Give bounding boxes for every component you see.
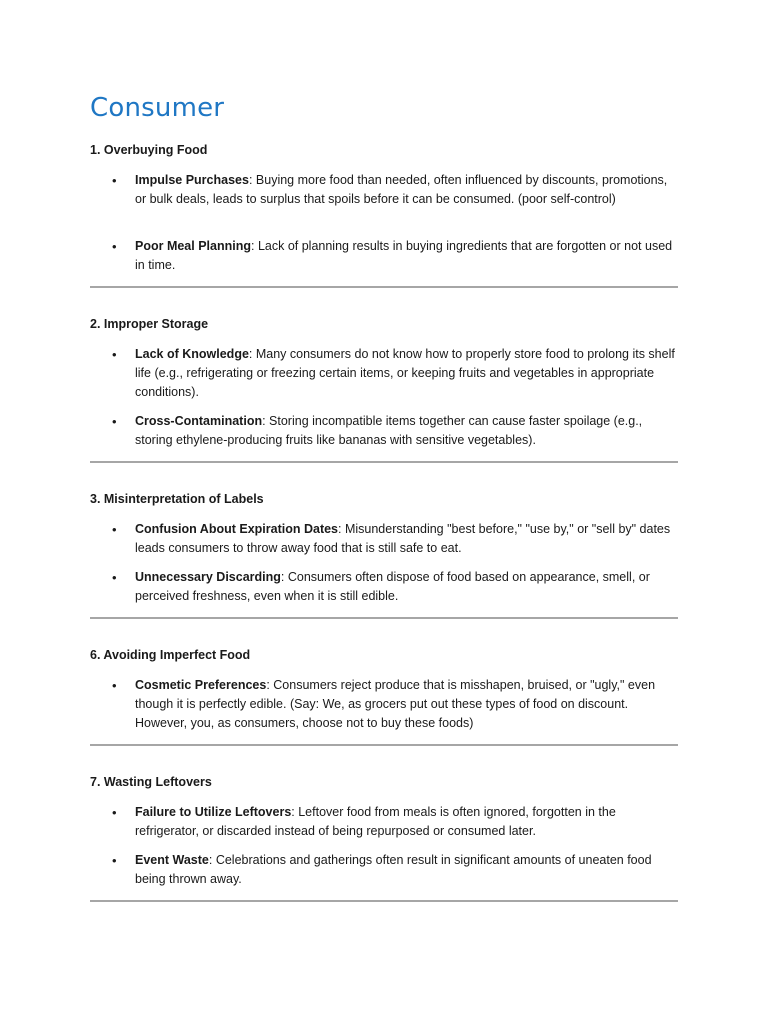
section-heading: 6. Avoiding Imperfect Food — [90, 648, 251, 662]
list-item — [90, 568, 678, 606]
section-overbuying-food — [90, 142, 678, 288]
list-item-term: Confusion About Expiration Dates — [135, 522, 339, 536]
bullet-list — [90, 171, 678, 275]
list-item-term: Cross-Contamination — [135, 414, 263, 428]
document-body — [90, 92, 678, 902]
section-heading: 2. Improper Storage — [90, 317, 209, 331]
list-item — [90, 803, 678, 841]
list-item — [90, 237, 678, 275]
list-item-text: : Leftover food from meals is often ignored, forgotten in the refrigerator, or discarded instead of being repurposed or consumed later. — [135, 805, 616, 838]
section-divider — [90, 900, 678, 902]
list-item — [90, 520, 678, 558]
list-item-term: Failure to Utilize Leftovers — [135, 805, 292, 819]
section-improper-storage — [90, 316, 678, 463]
bullet-list — [90, 520, 678, 606]
list-item-text: : Many consumers do not know how to properly store food to prolong its shelf life (e.g., refrigerating or freezing certain items, or keeping fruits and vegetables in appropriate conditions). — [135, 347, 675, 399]
list-item-text: : Buying more food than needed, often influenced by discounts, promotions, or bulk deals, leads to surplus that spoils before it can be consumed. (poor self-control) — [135, 173, 668, 206]
list-item-term: Poor Meal Planning — [135, 239, 251, 253]
list-item-term: Unnecessary Discarding — [135, 570, 281, 584]
section-heading: 7. Wasting Leftovers — [90, 775, 212, 789]
list-item-text: : Consumers reject produce that is misshapen, bruised, or "ugly," even though it is perfectly edible. (Say: We, as grocers put out these types of food on discount. However, you, as consumers, choose not to buy these foods) — [135, 678, 656, 730]
list-item-text: : Storing incompatible items together can cause faster spoilage (e.g., storing ethylene-producing fruits like bananas with sensitive vegetables). — [135, 414, 643, 447]
list-item-text: : Celebrations and gatherings often result in significant amounts of uneaten food being thrown away. — [135, 853, 652, 886]
bullet-list — [90, 676, 678, 733]
list-item-text: : Misunderstanding "best before," "use by," or "sell by" dates leads consumers to throw away food that is still safe to eat. — [135, 522, 671, 555]
list-item — [90, 676, 678, 733]
bullet-list — [90, 345, 678, 450]
section-heading: 3. Misinterpretation of Labels — [90, 492, 264, 506]
list-item — [90, 171, 678, 209]
list-item-term: Event Waste — [135, 853, 209, 867]
list-item-term: Impulse Purchases — [135, 173, 249, 187]
bullet-list — [90, 803, 678, 889]
document-title: Consumer — [90, 93, 225, 123]
section-wasting-leftovers — [90, 774, 678, 902]
list-item — [90, 412, 678, 450]
list-item — [90, 345, 678, 402]
list-item-term: Cosmetic Preferences — [135, 678, 267, 692]
list-item-term: Lack of Knowledge — [135, 347, 249, 361]
section-misinterpretation-of-labels — [90, 491, 678, 619]
section-heading: 1. Overbuying Food — [90, 143, 208, 157]
list-item-text: : Lack of planning results in buying ingredients that are forgotten or not used in time. — [135, 239, 673, 272]
section-avoiding-imperfect-food — [90, 647, 678, 746]
list-item — [90, 851, 678, 889]
list-item-text: : Consumers often dispose of food based on appearance, smell, or perceived freshness, even when it is still edible. — [135, 570, 650, 603]
